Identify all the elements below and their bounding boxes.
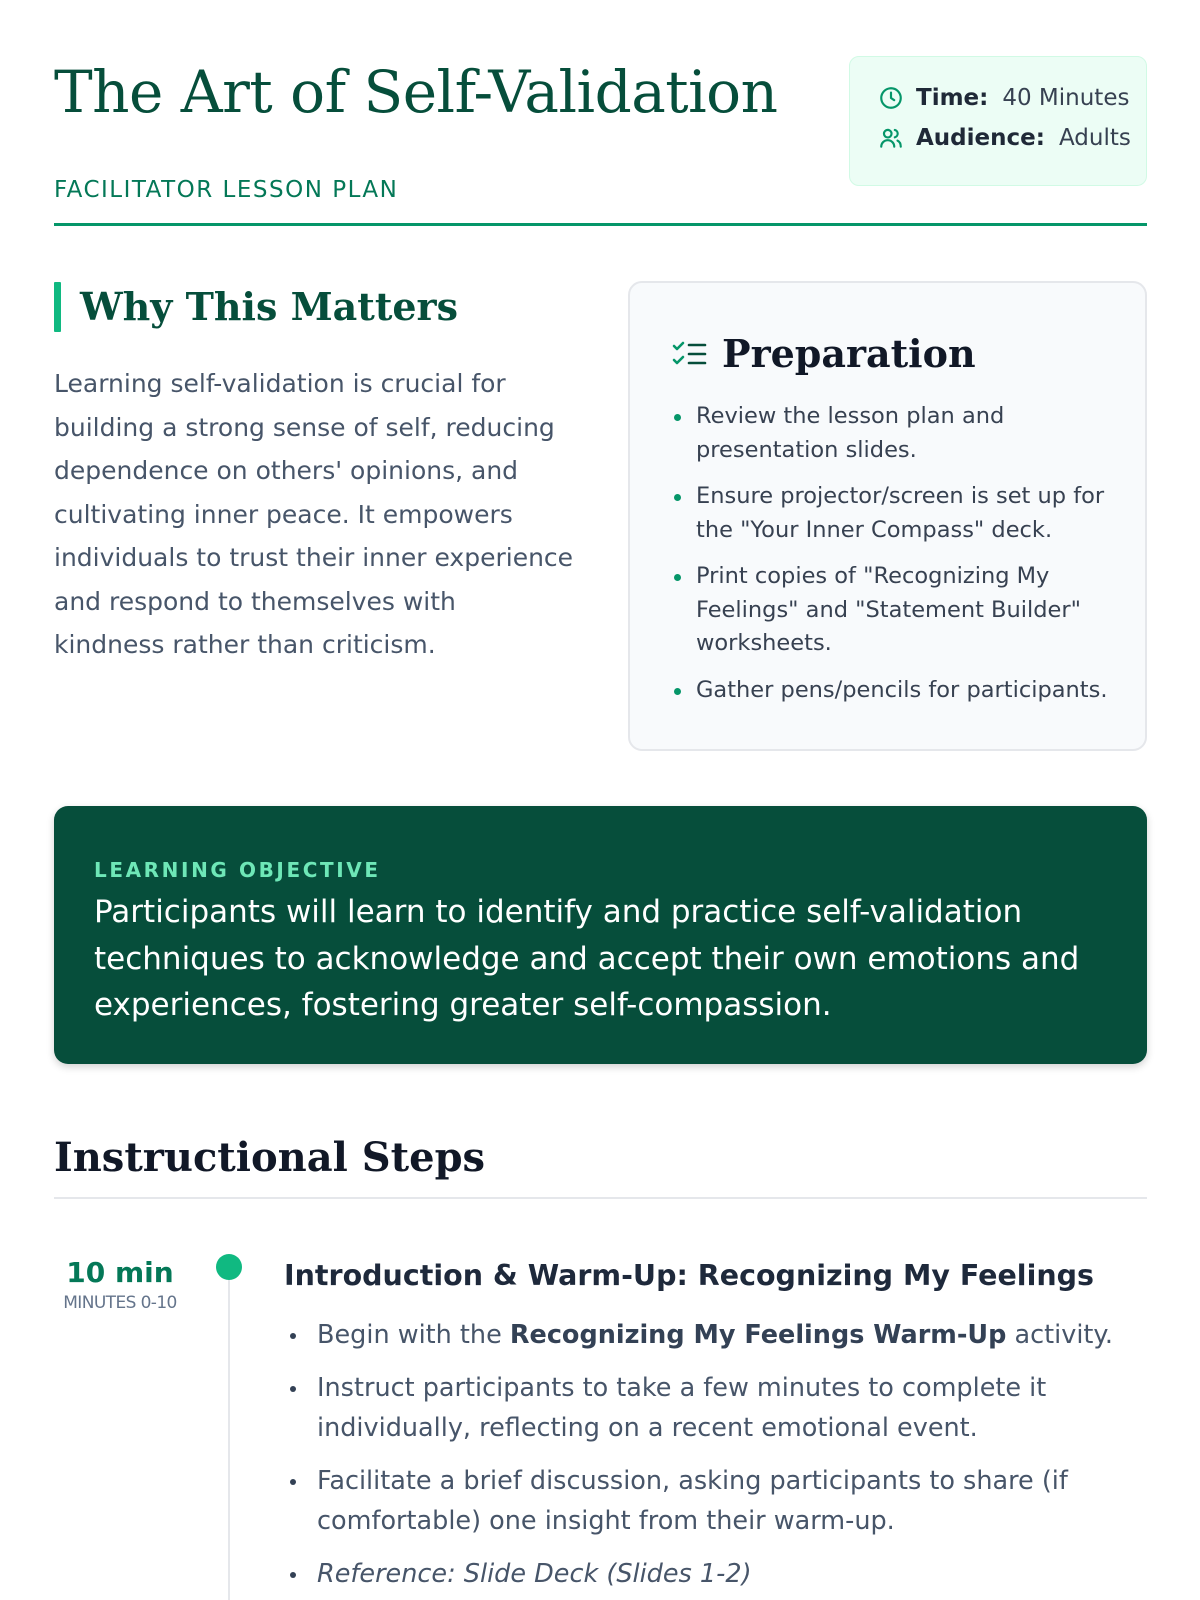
steps-heading: Instructional Steps <box>54 1134 486 1181</box>
step-bullet-list <box>284 1315 1144 1594</box>
users-icon <box>878 125 904 151</box>
why-heading-wrap <box>54 280 574 334</box>
learning-objective-banner <box>54 806 1147 1064</box>
step-bullet: Instruct participants to take a few minutes to complete it individually, reflecting on a recent emotional event. <box>284 1368 1144 1448</box>
step-bullet <box>284 1315 1144 1355</box>
slide-reference: Reference: Slide Deck (Slides 1-2) <box>317 1559 752 1589</box>
audience-value: Adults <box>1058 125 1131 151</box>
step-bullet-text: Begin with the <box>317 1320 510 1350</box>
steps-divider <box>54 1197 1147 1199</box>
step-minute-range: MINUTES 0-10 <box>63 1293 177 1313</box>
page-title: The Art of Self-Validation <box>54 58 778 126</box>
why-heading: Why This Matters <box>80 284 458 329</box>
preparation-card <box>628 281 1147 751</box>
lesson-meta-box <box>849 56 1147 186</box>
objective-label: LEARNING OBJECTIVE <box>94 858 381 882</box>
step-bullet <box>284 1554 1144 1594</box>
audience-label: Audience: <box>916 125 1045 151</box>
preparation-heading-wrap <box>672 327 976 381</box>
step-minutes: 10 min <box>66 1256 174 1289</box>
time-label: Time: <box>916 85 989 111</box>
page-header <box>54 56 1147 228</box>
time-value: 40 Minutes <box>1002 85 1130 111</box>
step-content <box>284 1256 1144 1600</box>
audience-row <box>878 125 1131 151</box>
step-duration <box>60 1255 180 1315</box>
time-row <box>878 85 1129 111</box>
preparation-heading: Preparation <box>722 331 976 376</box>
preparation-list <box>672 400 1122 720</box>
objective-text: Participants will learn to identify and practice self-validation techniques to acknowledge and accept their own emotions and experiences, fostering greater self-compassion. <box>94 894 1080 1023</box>
header-divider <box>54 223 1147 226</box>
page-subtitle: FACILITATOR LESSON PLAN <box>54 177 399 203</box>
timeline-line <box>228 1265 230 1600</box>
preparation-item: Gather pens/pencils for participants. <box>672 674 1122 708</box>
preparation-item: Review the lesson plan and presentation slides. <box>672 400 1122 467</box>
step-bullet-text: activity. <box>1006 1320 1113 1350</box>
activity-name: Recognizing My Feelings Warm-Up <box>509 1320 1007 1350</box>
clock-icon <box>878 85 904 111</box>
preparation-item: Print copies of "Recognizing My Feelings" and "Statement Builder" worksheets. <box>672 560 1122 661</box>
step-bullet: Facilitate a brief discussion, asking participants to share (if comfortable) one insight from their warm-up. <box>284 1461 1144 1541</box>
why-this-matters-section <box>54 280 574 667</box>
preparation-item: Ensure projector/screen is set up for the "Your Inner Compass" deck. <box>672 480 1122 547</box>
timeline-dot <box>216 1254 242 1280</box>
checklist-icon <box>672 339 708 369</box>
step-title: Introduction & Warm-Up: Recognizing My Feelings <box>284 1259 1094 1292</box>
why-body-text: Learning self-validation is crucial for building a strong sense of self, reducing dependence on others' opinions, and cultivating inner peace. It empowers individuals to trust their inner experience and respond to themselves with kindness rather than criticism. <box>54 369 574 659</box>
